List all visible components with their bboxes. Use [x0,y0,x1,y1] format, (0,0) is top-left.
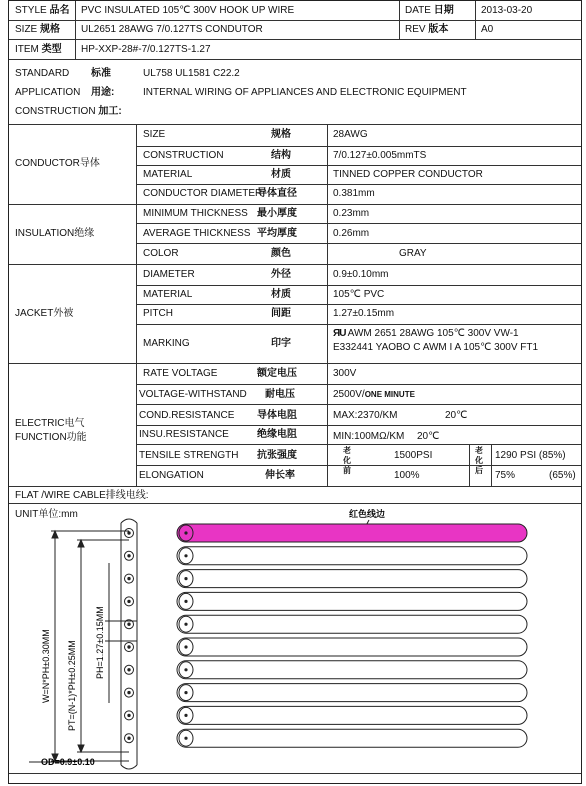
cable-cross-section [121,519,137,769]
section-electric: ELECTRIC电气 [15,418,85,429]
flat-cable [177,524,527,747]
row-value-temp: 20℃ [445,410,468,421]
row-label-cn: 结构 [271,150,291,161]
rev-label: REV 版本 [405,24,449,35]
row-label-cn: 颜色 [271,248,291,259]
row-label-cn: 导体直径 [257,188,297,199]
strand-core [128,577,130,579]
row-label: MARKING [143,338,190,349]
row-label-cn: 材质 [271,169,291,180]
strand-core [128,623,130,625]
aging-after-label: 老 化 后 [475,446,483,475]
strand-core [128,691,130,693]
row-label: MATERIAL [143,289,193,300]
row-value: 0.381mm [333,188,375,199]
dim-ph: PH=1.27±0.15MM [95,606,105,679]
marking-line-1: ЯU AWM 2651 28AWG 105℃ 300V VW-1 [333,328,519,339]
ur-mark-icon: ЯU [333,328,346,339]
marking-line-2: E332441 YAOBO C AWM I A 105℃ 300V FT1 [333,342,539,353]
row-label: SIZE [143,129,166,140]
style-label: STYLE 品名 [15,5,70,16]
row-value: MIN:100MΩ/KM [333,431,405,442]
row-label-cn: 导体电阻 [257,410,297,421]
dim-od: OD=0.9±0.10 [41,757,95,767]
row-label: MATERIAL [143,169,193,180]
drawing-title: FLAT /WIRE CABLE排线电线: [15,490,149,501]
size-value: UL2651 28AWG 7/0.127TS CONDUTOR [81,24,263,35]
row-label-cn: 抗张强度 [257,450,297,461]
date-value: 2013-03-20 [481,5,533,16]
row-label: INSU.RESISTANCE [139,429,229,440]
row-value: 0.26mm [333,228,370,239]
wire-end-core [184,691,187,694]
construction-label: CONSTRUCTION 加工: [15,106,122,117]
standard-value: UL758 UL1581 C22.2 [143,68,240,79]
size-label: SIZE 规格 [15,24,61,35]
wire [177,570,527,588]
application-label: APPLICATION [15,87,81,98]
section-insulation: INSULATION绝缘 [15,228,95,239]
row-label: AVERAGE THICKNESS [143,228,251,239]
date-label: DATE 日期 [405,5,454,16]
standard-label: STANDARD [15,68,70,79]
section-function: FUNCTION功能 [15,432,87,443]
wire [177,547,527,565]
wire [177,706,527,724]
row-label-cn: 额定电压 [257,368,297,379]
row-label-cn: 规格 [271,129,291,140]
strand-core [128,532,130,534]
row-label: MINIMUM THICKNESS [143,208,248,219]
wire-end-core [184,600,187,603]
row-value: 1.27±0.15mm [333,308,395,319]
red-edge-wire [177,524,527,542]
wire [177,638,527,656]
wire-end-core [184,577,187,580]
row-value-aged: 1290 PSI (85%) [495,450,566,461]
wire-end-core [184,737,187,740]
row-label-cn: 印字 [271,338,291,349]
row-value: 7/0.127±0.005mmTS [333,150,427,161]
row-value: 300V [333,368,357,379]
row-value: 105℃ PVC [333,289,385,300]
row-value-aged-pct: (65%) [549,470,576,481]
wire [177,592,527,610]
row-label-cn: 平均厚度 [257,228,297,239]
wire-end-core [184,623,187,626]
unit-label: UNIT单位:mm [15,509,78,520]
cable-drawing [9,503,581,783]
application-value: INTERNAL WIRING OF APPLIANCES AND ELECTRONIC EQUIPMENT [143,87,467,98]
wire-end-core [184,531,187,534]
strand-core [128,600,130,602]
row-label: COLOR [143,248,179,259]
rev-value: A0 [481,24,494,35]
row-label-cn: 间距 [271,308,291,319]
row-label: CONDUCTOR DIAMETER [143,188,263,199]
item-value: HP-XXP-28#-7/0.127TS-1.27 [81,44,211,55]
strand-core [128,714,130,716]
wire [177,615,527,633]
dim-w: W=N*PH±0.30MM [41,629,51,703]
dim-pt: PT=(N-1)*PH±0.25MM [67,640,77,731]
wire [177,684,527,702]
row-label: COND.RESISTANCE [139,410,235,421]
row-value: MAX:2370/KM [333,410,398,421]
row-label-cn: 伸长率 [265,470,295,481]
application-label-cn: 用途: [91,87,115,98]
row-label: CONSTRUCTION [143,150,224,161]
strand-core [128,669,130,671]
row-value-temp: 20℃ [417,431,440,442]
strand-core [128,555,130,557]
strand-core [128,737,130,739]
row-label: DIAMETER [143,269,195,280]
standard-label-cn: 标准 [91,68,111,79]
row-value: 0.9±0.10mm [333,269,389,280]
row-label-cn: 外径 [271,269,291,280]
row-label-cn: 材质 [271,289,291,300]
wire-end-core [184,554,187,557]
section-conductor: CONDUCTOR导体 [15,158,100,169]
row-label-cn: 耐电压 [265,389,295,400]
row-value: 2500V/ONE MINUTE [333,389,415,400]
item-label: ITEM 类型 [15,44,62,55]
row-label: VOLTAGE-WITHSTAND [139,389,247,400]
wire [177,729,527,747]
wire-end-core [184,668,187,671]
spec-sheet [8,0,582,784]
row-value: 0.23mm [333,208,370,219]
row-label: TENSILE STRENGTH [139,450,239,461]
row-value: 28AWG [333,129,368,140]
row-label: ELONGATION [139,470,204,481]
row-label-cn: 最小厚度 [257,208,297,219]
stripe-label: 红色线边 [349,509,386,519]
section-jacket: JACKET外被 [15,308,74,319]
row-label-cn: 绝缘电阻 [257,429,297,440]
row-value: 1500PSI [394,450,433,461]
wire [177,661,527,679]
strand-core [128,646,130,648]
row-value: GRAY [399,248,427,259]
style-value: PVC INSULATED 105℃ 300V HOOK UP WIRE [81,5,295,16]
row-value-aged: 75% [495,470,516,481]
row-label: RATE VOLTAGE [143,368,218,379]
aging-before-label: 老 化 前 [343,446,351,475]
row-value: TINNED COPPER CONDUCTOR [333,169,483,180]
row-value: 100% [394,470,420,481]
wire-end-core [184,714,187,717]
wire-end-core [184,645,187,648]
row-label: PITCH [143,308,173,319]
